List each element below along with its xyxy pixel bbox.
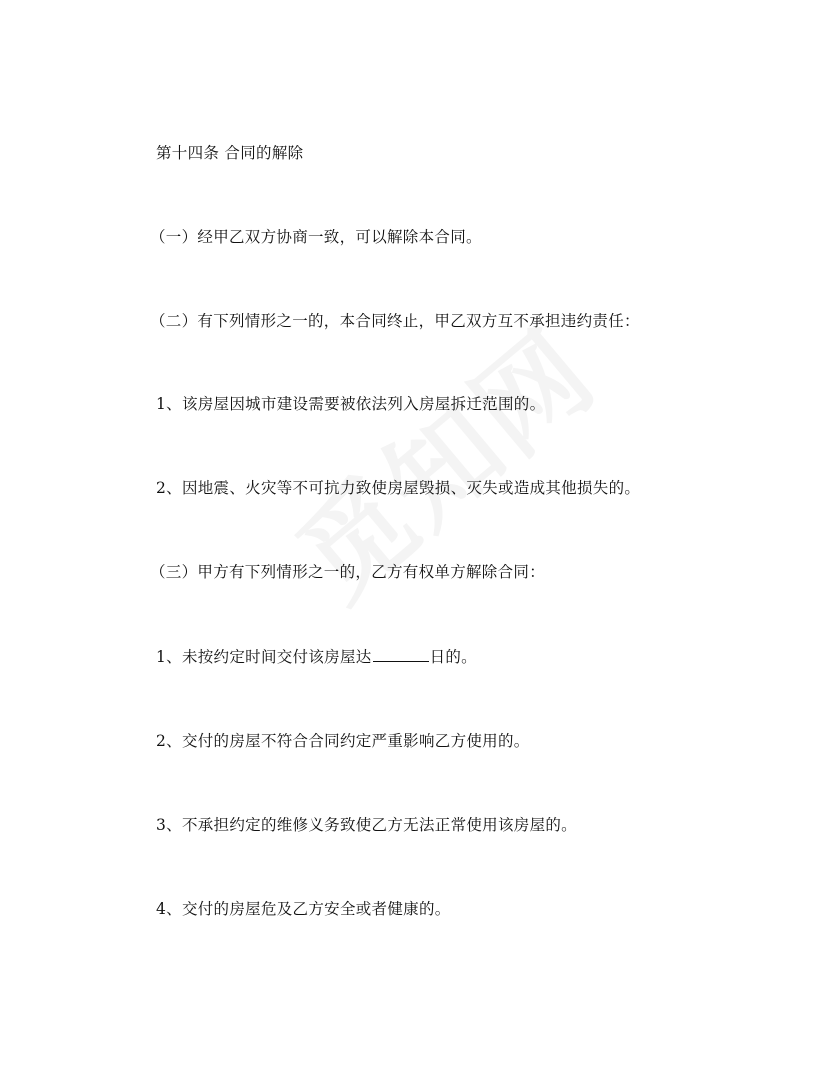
clause-3-item-1-text-after: 日的。 bbox=[429, 648, 477, 666]
clause-1: （一）经甲乙双方协商一致，可以解除本合同。 bbox=[150, 228, 482, 246]
clause-3-item-1-text-before: 1、未按约定时间交付该房屋达 bbox=[156, 648, 372, 666]
clause-2-item-1: 1、该房屋因城市建设需要被依法列入房屋拆迁范围的。 bbox=[156, 395, 546, 413]
clause-3: （三）甲方有下列情形之一的，乙方有权单方解除合同： bbox=[150, 563, 546, 581]
clause-3-item-4: 4、交付的房屋危及乙方安全或者健康的。 bbox=[156, 900, 451, 918]
article-heading: 第十四条 合同的解除 bbox=[156, 144, 304, 162]
clause-3-item-2: 2、交付的房屋不符合合同约定严重影响乙方使用的。 bbox=[156, 732, 530, 750]
fill-in-blank bbox=[373, 647, 429, 662]
clause-2-item-2: 2、因地震、火灾等不可抗力致使房屋毁损、灭失或造成其他损失的。 bbox=[156, 479, 641, 497]
clause-3-item-3: 3、不承担约定的维修义务致使乙方无法正常使用该房屋的。 bbox=[156, 816, 577, 834]
clause-2: （二）有下列情形之一的，本合同终止，甲乙双方互不承担违约责任： bbox=[150, 312, 640, 330]
clause-3-item-1 bbox=[156, 647, 477, 667]
